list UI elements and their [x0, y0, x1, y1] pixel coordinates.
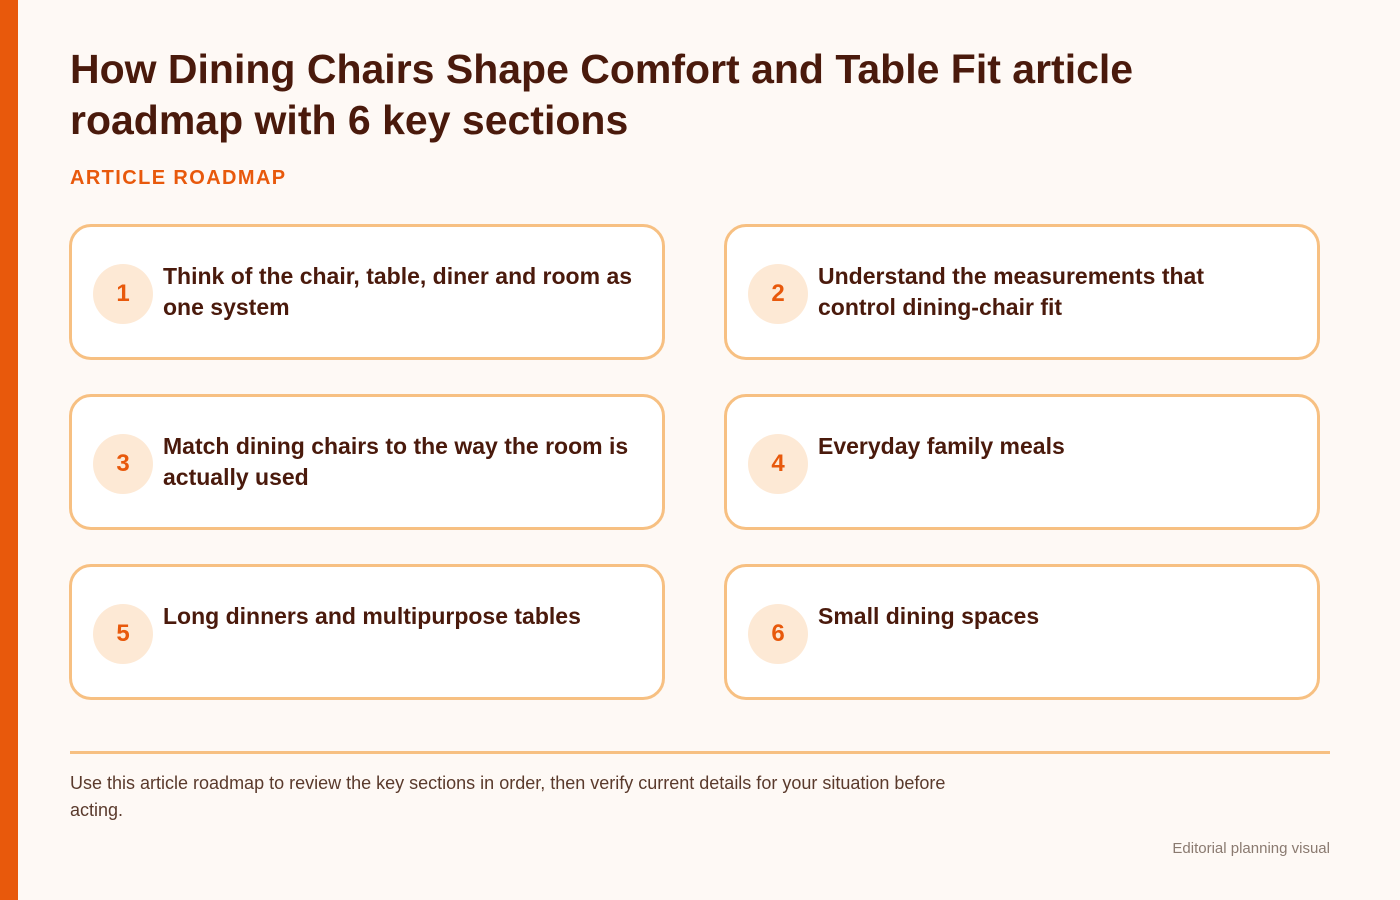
roadmap-card-1 — [69, 224, 665, 360]
step-number-badge: 5 — [93, 604, 153, 664]
step-number-badge: 6 — [748, 604, 808, 664]
roadmap-card-6 — [724, 564, 1320, 700]
step-number-badge: 3 — [93, 434, 153, 494]
roadmap-card-4 — [724, 394, 1320, 530]
section-title: Think of the chair, table, diner and room as one system — [163, 263, 633, 320]
step-number-badge: 1 — [93, 264, 153, 324]
section-eyebrow: ARTICLE ROADMAP — [70, 167, 287, 189]
credit-label: Editorial planning visual — [1172, 840, 1330, 857]
section-title: Match dining chairs to the way the room is actually used — [163, 433, 629, 490]
footer-divider — [70, 751, 1330, 754]
step-number-badge: 4 — [748, 434, 808, 494]
step-number-badge: 2 — [748, 264, 808, 324]
section-title: Small dining spaces — [818, 603, 1040, 629]
page-title: How Dining Chairs Shape Comfort and Table Fit article roadmap with 6 key sections — [70, 46, 1134, 143]
accent-bar — [0, 0, 18, 900]
footnote: Use this article roadmap to review the key sections in order, then verify current details for your situation before acting. — [70, 773, 946, 820]
section-title: Everyday family meals — [818, 433, 1065, 459]
section-title: Understand the measurements that control dining-chair fit — [818, 263, 1204, 320]
roadmap-card-5 — [69, 564, 665, 700]
roadmap-card-2 — [724, 224, 1320, 360]
section-title: Long dinners and multipurpose tables — [163, 603, 581, 629]
roadmap-card-3 — [69, 394, 665, 530]
